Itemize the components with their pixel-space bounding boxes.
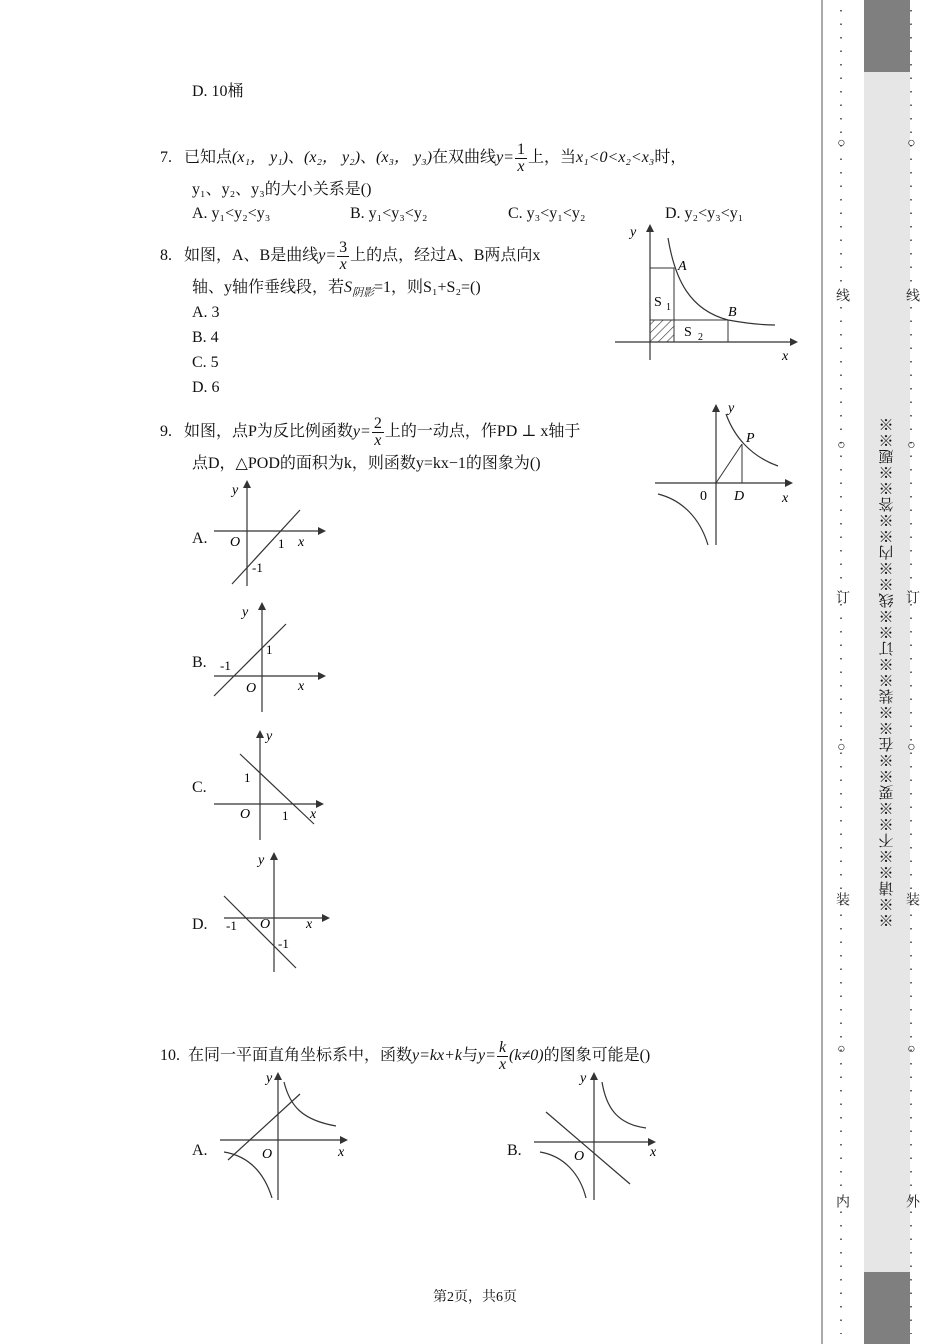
q9-c-x: x: [310, 807, 317, 822]
q9-option-c-label: C.: [192, 779, 207, 796]
q10-text3: 的图象可能是(): [543, 1047, 651, 1065]
q9-d-y: y: [258, 853, 265, 868]
q7-point2: (x₂， y₂): [304, 149, 361, 167]
q8-curve: [668, 238, 775, 325]
q10-fraction: [497, 1040, 508, 1073]
q9-label-d: D: [734, 489, 745, 504]
q9-text2: 上的一动点，作PD ⊥ x轴于: [384, 423, 581, 441]
inner-label-4: 订: [904, 589, 919, 604]
q10-option-a-label: A.: [192, 1142, 208, 1159]
inner-label-6: 装: [904, 891, 919, 906]
q10-b-curve-right: [602, 1082, 646, 1128]
inner-label-3: ○: [904, 438, 919, 454]
q8-label-b: B: [728, 305, 737, 320]
q9-d-x: x: [306, 917, 313, 932]
outer-label-1: ○: [834, 136, 849, 152]
q10-a-curve-right: [284, 1082, 336, 1126]
q9-option-c-graph: [210, 724, 340, 842]
q9-fraction: [372, 416, 384, 449]
q9-c-line: [240, 754, 314, 824]
q7-frac-num: 1: [516, 141, 525, 158]
inner-binding-labels: [896, 0, 926, 1344]
q10-a-x: x: [338, 1145, 345, 1160]
q9-frac-num: 2: [373, 415, 382, 432]
q10-number: 10.: [160, 1047, 180, 1065]
q8-label-a: A: [678, 259, 687, 274]
q9-d-t1: -1: [226, 918, 237, 933]
q9-option-d-label: D.: [192, 916, 208, 933]
q7-sep2: 、: [360, 149, 377, 167]
q8-shaded-region: [650, 320, 674, 342]
q10-a-o: O: [262, 1147, 273, 1162]
q9-c-o: O: [240, 807, 251, 822]
q8-label-s1-sub: 1: [666, 302, 671, 313]
outer-label-7: ○: [834, 1042, 849, 1058]
q7-option-a: A. y₁<y₂<y₃: [192, 205, 271, 222]
q9-a-y: y: [232, 483, 239, 498]
q10-frac-den: x: [498, 1056, 507, 1073]
q8-x-arrow: [790, 338, 798, 346]
q8-s-shade: S: [344, 279, 353, 296]
q9-option-a-graph: [210, 476, 340, 591]
inner-label-8: 外: [904, 1193, 919, 1208]
q9-figure: [650, 400, 795, 550]
q10-frac-num: k: [498, 1039, 507, 1056]
q8-label-y: y: [630, 225, 637, 240]
q8-label-s2: S: [684, 325, 692, 340]
inner-label-5: ○: [904, 740, 919, 756]
q9-frac-den: x: [374, 432, 382, 449]
outer-label-2: 线: [834, 287, 849, 302]
q7-number: 7.: [160, 149, 172, 167]
q9-a-o: O: [230, 535, 241, 550]
q8-line2b: =1，则S₁+S₂=(): [374, 279, 481, 296]
outer-label-5: ○: [834, 740, 849, 756]
q9-segment-op: [716, 444, 742, 483]
q9-option-b-label: B.: [192, 654, 207, 671]
q7-condition: x₁<0<x₂<x₃: [575, 149, 655, 167]
q8-figure: [610, 220, 800, 370]
q10-b-y: y: [580, 1071, 587, 1086]
q8-option-a: A. 3: [192, 304, 220, 321]
q9-c-y: y: [266, 729, 273, 744]
q7-text3: 上，当: [527, 149, 576, 167]
q8-line2a: 轴、y轴作垂线段，若: [192, 279, 345, 296]
q9-b-o: O: [246, 681, 257, 696]
q10-eq2: y=: [478, 1047, 496, 1065]
q7-fraction: [515, 142, 527, 175]
q10-b-x: x: [650, 1145, 657, 1160]
q8-frac-den: x: [339, 256, 347, 273]
q9-number: 9.: [160, 423, 172, 441]
q10-text2: 与: [462, 1047, 479, 1065]
q10-text1: 在同一平面直角坐标系中，函数: [188, 1047, 413, 1065]
q9-text1: 如图，点P为反比例函数: [184, 423, 353, 441]
q9-option-b-graph: [210, 598, 340, 713]
q9-label-o: 0: [700, 489, 707, 504]
q9-a-line: [232, 510, 300, 584]
q8-label-s1: S: [654, 295, 662, 310]
inner-label-7: ○: [904, 1042, 919, 1058]
q9-a-t2: -1: [252, 560, 263, 575]
q9-a-x: x: [298, 535, 305, 550]
q8-label-s2-sub: 2: [698, 332, 703, 343]
q10-b-o: O: [574, 1149, 585, 1164]
q7-text4: 时，: [654, 149, 687, 167]
q9-stem: [160, 416, 580, 449]
q8-y-arrow: [646, 224, 654, 232]
outer-label-6: 装: [834, 891, 849, 906]
q8-frac-num: 3: [339, 239, 348, 256]
q7-line2: y₁、y₂、y₃的大小关系是(): [192, 181, 372, 198]
q7-point3: (x₃， y₃): [376, 149, 433, 167]
q8-label-x: x: [782, 349, 789, 364]
q7-option-d: D. y₂<y₃<y₁: [665, 205, 744, 222]
inner-label-1: ○: [904, 136, 919, 152]
q10-b-line: [546, 1112, 630, 1184]
q7-sep1: 、: [288, 149, 305, 167]
q7-option-b: B. y₁<y₃<y₂: [350, 205, 428, 222]
q7-stem: [160, 142, 686, 175]
q9-x-arrow: [785, 479, 793, 487]
q7-option-c: C. y₃<y₁<y₂: [508, 205, 586, 222]
q8-option-c: C. 5: [192, 354, 219, 371]
q7-text1: 已知点: [184, 149, 233, 167]
q9-option-d-graph: [210, 848, 340, 976]
q9-d-t2: -1: [278, 936, 289, 951]
inner-label-2: 线: [904, 287, 919, 302]
q9-c-t1: 1: [244, 770, 251, 785]
outer-label-3: ○: [834, 438, 849, 454]
q9-b-t1: 1: [266, 642, 273, 657]
q10-eq1: y=kx+k: [412, 1047, 463, 1065]
q9-label-x: x: [782, 491, 789, 506]
q10-option-a-graph: [216, 1068, 356, 1208]
q7-eq: y=: [496, 149, 514, 167]
q10-option-b-label: B.: [507, 1142, 522, 1159]
outer-binding-labels: [826, 0, 856, 1344]
q9-y-arrow: [712, 404, 720, 412]
q9-d-o: O: [260, 917, 271, 932]
q8-text1: 如图，A、B是曲线: [184, 247, 319, 265]
q10-condition: (k≠0): [509, 1047, 544, 1065]
q10-option-b-graph: [530, 1068, 670, 1208]
q9-b-t2: -1: [220, 658, 231, 673]
q9-option-a-label: A.: [192, 530, 208, 547]
q9-eq: y=: [352, 423, 371, 441]
q9-c-t2: 1: [282, 808, 289, 823]
q7-text2: 在双曲线: [432, 149, 497, 167]
q8-fraction: [337, 240, 349, 273]
q7-point1: (x₁， y₁): [232, 149, 289, 167]
outer-label-4: 订: [834, 589, 849, 604]
q8-option-d: D. 6: [192, 379, 220, 396]
q8-stem: [160, 240, 540, 273]
q8-eq: y=: [318, 247, 337, 265]
q8-number: 8.: [160, 247, 172, 265]
q9-line2: 点D，△POD的面积为k，则函数y=kx−1的图象为(): [192, 455, 541, 472]
q9-b-x: x: [298, 679, 305, 694]
q8-option-b: B. 4: [192, 329, 219, 346]
q6-option-d: D. 10桶: [192, 83, 244, 100]
q8-line2: [192, 278, 481, 303]
page-footer: 第2页，共6页: [433, 1290, 517, 1305]
q9-b-y: y: [242, 605, 249, 620]
q9-a-t1: 1: [278, 536, 285, 551]
outer-label-8: 内: [834, 1193, 849, 1208]
q9-label-p: P: [746, 431, 755, 446]
q8-s-sub: 阴影: [352, 287, 375, 300]
q8-text2: 上的点，经过A、B两点向x: [350, 247, 541, 265]
margin-warning-text: ※※请※※不※※要※※在※※装※※订※※线※※内※※答※※题※※: [879, 416, 896, 928]
q10-a-y: y: [266, 1071, 273, 1086]
q7-frac-den: x: [517, 158, 525, 175]
q9-label-y: y: [728, 401, 735, 416]
